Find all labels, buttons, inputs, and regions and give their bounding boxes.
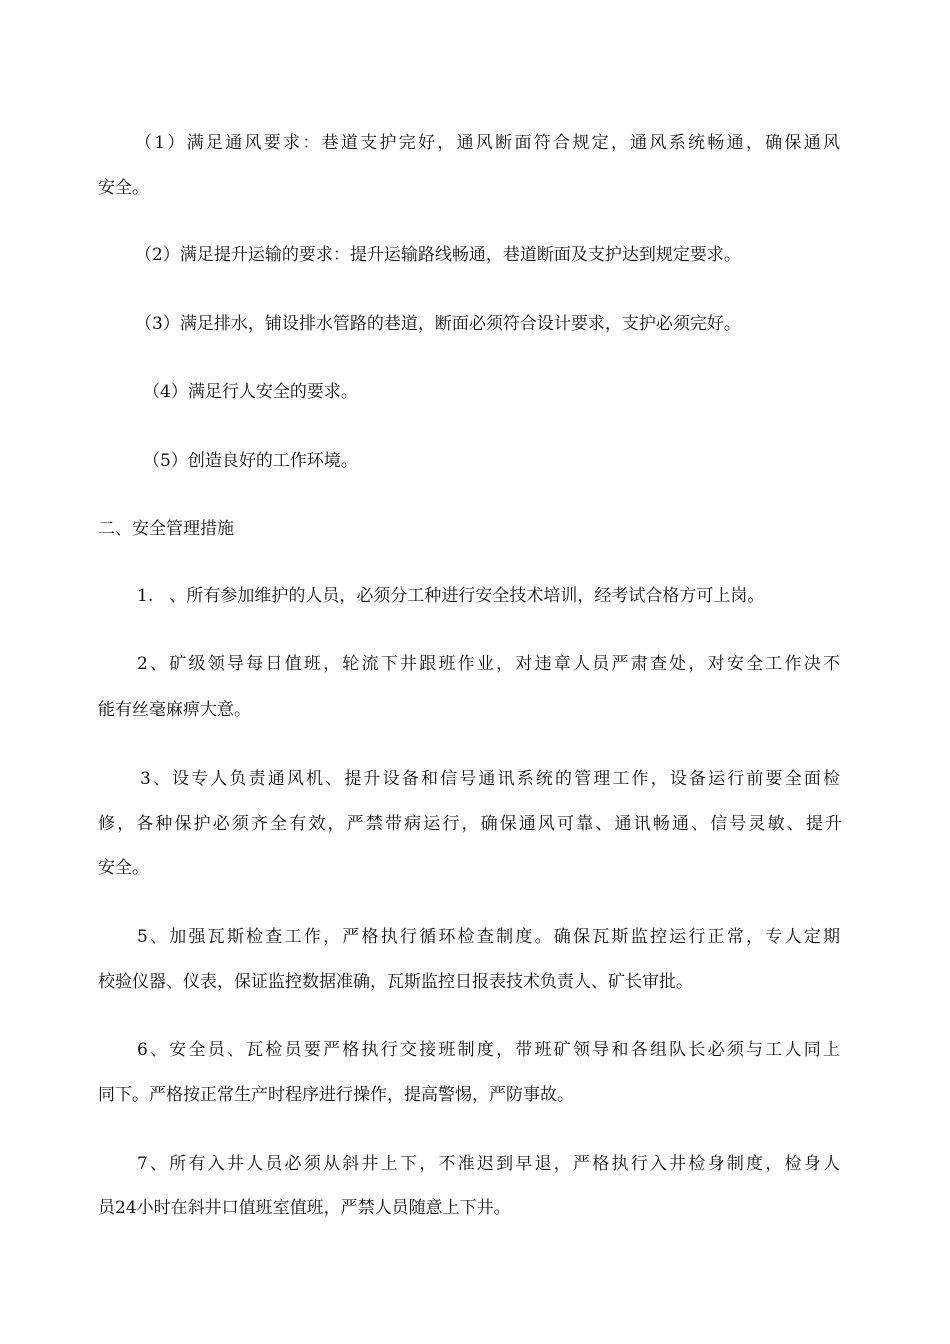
text-line: 修，各种保护必须齐全有效，严禁带病运行，确保通风可靠、通讯畅通、信号灵敏、提升 [98, 814, 842, 834]
text-line: （1）满足通风要求：巷道支护完好，通风断面符合规定，通风系统畅通，确保通风 [135, 133, 840, 153]
text-line: 6、安全员、瓦检员要严格执行交接班制度，带班矿领导和各组队长必须与工人同上 [137, 1040, 840, 1060]
text-line: 2、矿级领导每日值班，轮流下井跟班作业，对违章人员严肃查处，对安全工作决不 [137, 654, 840, 674]
text-line: 同下。严格按正常生产时程序进行操作，提高警惕，严防事故。 [98, 1085, 574, 1105]
text-line: 员24小时在斜井口值班室值班，严禁人员随意上下井。 [98, 1198, 511, 1218]
section-heading: 二、安全管理措施 [98, 519, 234, 539]
text-line: 5、加强瓦斯检查工作，严格执行循环检查制度。确保瓦斯监控运行正常，专人定期 [137, 927, 840, 947]
text-line: （5）创造良好的工作环境。 [143, 451, 358, 471]
text-line: 安全。 [98, 178, 149, 198]
text-line: （2）满足提升运输的要求：提升运输路线畅通，巷道断面及支护达到规定要求。 [135, 245, 741, 265]
text-line: 能有丝毫麻痹大意。 [98, 700, 251, 720]
text-line: （3）满足排水，铺设排水管路的巷道，断面必须符合设计要求，支护必须完好。 [135, 314, 741, 334]
text-line: 3、设专人负责通风机、提升设备和信号通讯系统的管理工作，设备运行前要全面检 [140, 769, 840, 789]
text-line: 7、所有入井人员必须从斜井上下，不准迟到早退，严格执行入井检身制度，检身人 [137, 1154, 840, 1174]
text-line: （4）满足行人安全的要求。 [143, 382, 358, 402]
text-line: 1. 、所有参加维护的人员，必须分工种进行安全技术培训，经考试合格方可上岗。 [137, 586, 765, 606]
text-line: 安全。 [98, 858, 149, 878]
text-line: 校验仪器、仪表，保证监控数据准确，瓦斯监控日报表技术负责人、矿长审批。 [98, 972, 693, 992]
